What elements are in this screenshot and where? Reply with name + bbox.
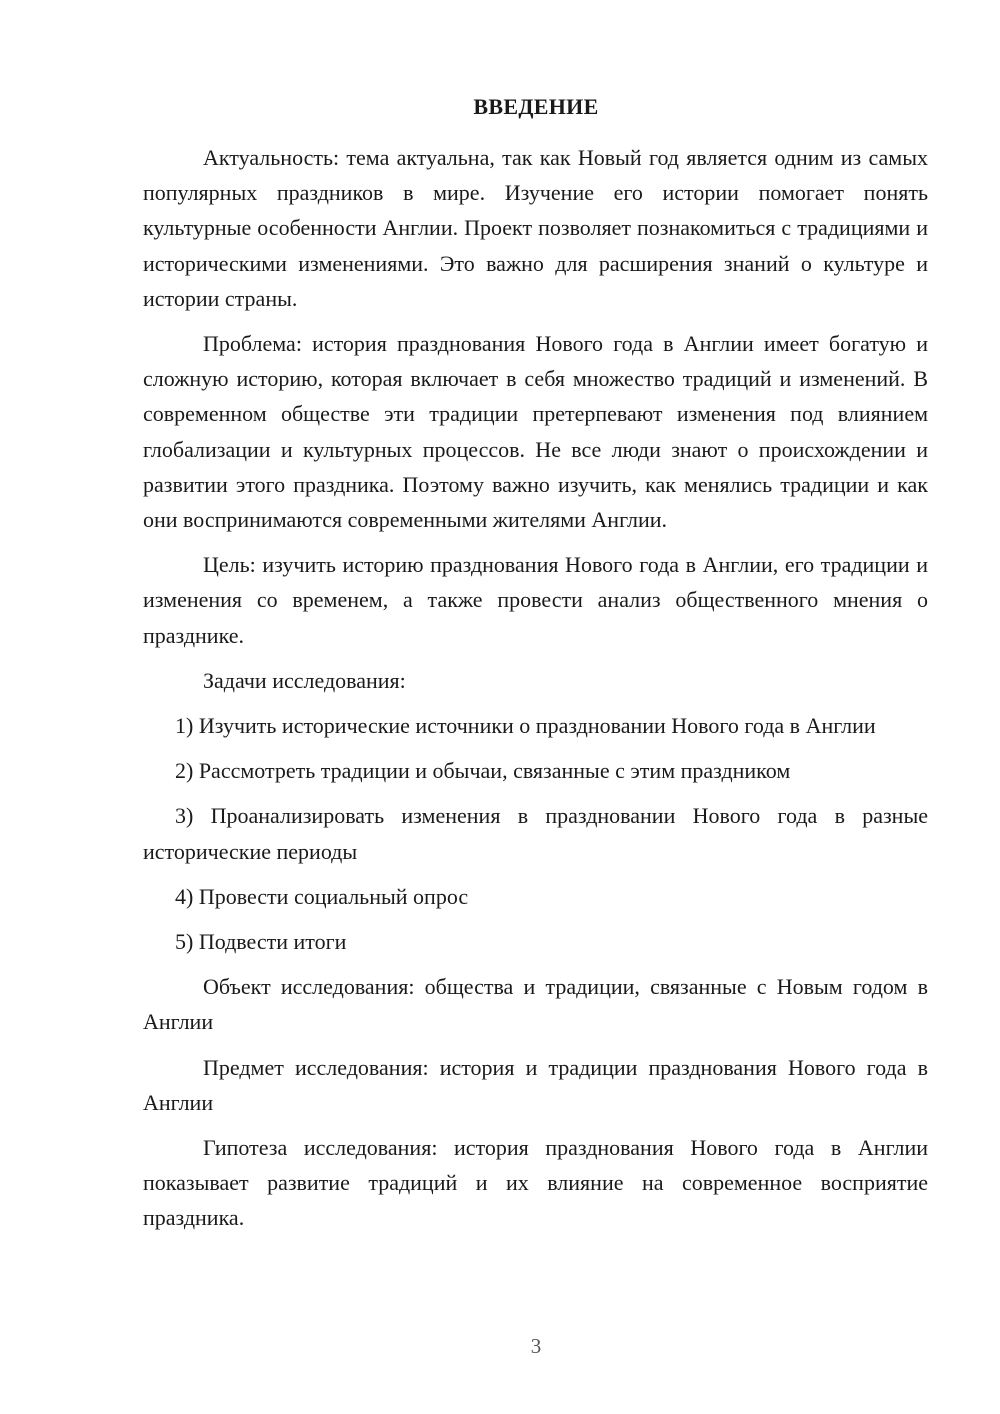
list-item-task-5: 5) Подвести итоги <box>175 929 347 955</box>
paragraph-goal: Цель: изучить историю празднования Нового года в Англии, его традиции и изменения со временем, а также провести анализ общественного мнения о празднике. <box>143 552 928 648</box>
section-heading: ВВЕДЕНИЕ <box>473 94 599 119</box>
paragraph-hypothesis: Гипотеза исследования: история празднования Нового года в Англии показывает развитие традиций и их влияние на современное восприятие праздника. <box>143 1135 928 1231</box>
list-item-task-2: 2) Рассмотреть традиции и обычаи, связанные с этим праздником <box>175 758 791 784</box>
body-text <box>143 140 928 1246</box>
list-item-task-1: 1) Изучить исторические источники о праздновании Нового года в Англии <box>175 713 876 739</box>
list-item-task-3: 3) Проанализировать изменения в праздновании Нового года в разные исторические периоды <box>143 803 928 864</box>
paragraph-problem: Проблема: история празднования Нового года в Англии имеет богатую и сложную историю, которая включает в себя множество традиций и изменений. В современном обществе эти традиции претерпевают изменения под влиянием глобализации и культурных процессов. Не все люди знают о происхождении и развитии этого праздника. Поэтому важно изучить, как менялись традиции и как они воспринимаются современными жителями Англии. <box>143 331 928 533</box>
paragraph-tasks-heading: Задачи исследования: <box>203 667 406 693</box>
paragraph-subject: Предмет исследования: история и традиции празднования Нового года в Англии <box>143 1054 928 1115</box>
list-item-task-4: 4) Провести социальный опрос <box>175 883 469 909</box>
paragraph-object: Объект исследования: общества и традиции, связанные с Новым годом в Англии <box>143 974 928 1035</box>
page-number: 3 <box>530 1334 542 1358</box>
paragraph-relevance: Актуальность: тема актуальна, так как Новый год является одним из самых популярных праздников в мире. Изучение его истории помогает понять культурные особенности Англии. Проект позволяет познакомиться с традициями и историческими изменениями. Это важно для расширения знаний о культуре и истории страны. <box>143 145 928 311</box>
